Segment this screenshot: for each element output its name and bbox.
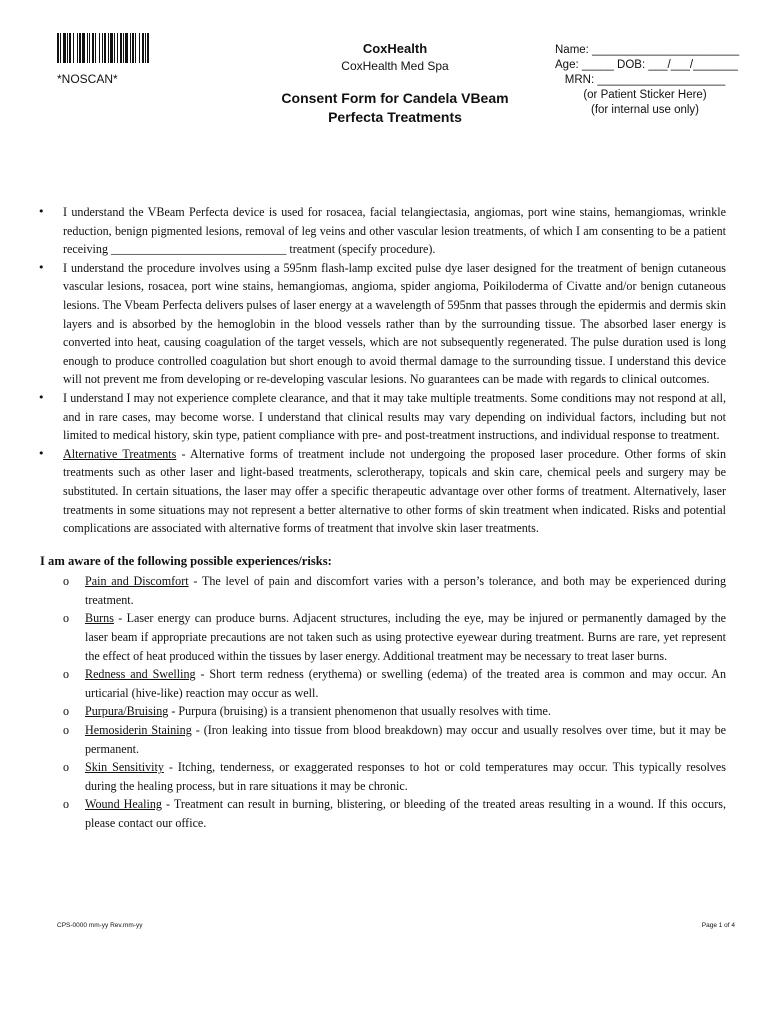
consent-body bbox=[0, 203, 770, 833]
consent-statement bbox=[63, 203, 726, 259]
form-code: CPS-0000 mm-yy Rev.mm-yy bbox=[57, 922, 143, 929]
risk-text: - Purpura (bruising) is a transient phenomenon that usually resolves with time. bbox=[168, 704, 551, 719]
risk-item bbox=[85, 609, 726, 665]
risk-title: Skin Sensitivity bbox=[85, 760, 164, 775]
form-title-line-2: Perfecta Treatments bbox=[328, 109, 462, 125]
consent-statement bbox=[63, 389, 726, 445]
risk-text: - (Iron leaking into tissue from blood breakdown) may occur and usually resolves over time, but it may be permanent. bbox=[85, 723, 726, 756]
consent-statement-text: I understand the VBeam Perfecta device is used for rosacea, facial telangiectasia, angiomas, port wine stains, hemangiomas, wrinkle reduction, benign pigmented lesions, removal of leg veins and other vascular lesion treatments, of which I am consenting to be a patient receiving _____________________________ treatment (specify procedure). bbox=[63, 205, 726, 257]
organization-subtitle: CoxHealth Med Spa bbox=[341, 59, 449, 73]
barcode-image bbox=[57, 33, 239, 63]
risk-text: - Treatment can result in burning, blistering, or bleeding of the treated areas resulting in a wound. If this occurs, please contact our office. bbox=[85, 797, 726, 830]
patient-mrn-field[interactable]: MRN: ____________________ bbox=[564, 74, 726, 86]
risk-title: Purpura/Bruising bbox=[85, 704, 169, 719]
risk-text: - Short term redness (erythema) or swelling (edema) of the treated area is common and may occur. An urticarial (hive-like) reaction may occur as well. bbox=[85, 667, 726, 700]
consent-statement bbox=[63, 259, 726, 389]
patient-sticker-note: (or Patient Sticker Here) bbox=[583, 89, 707, 101]
risk-title: Pain and Discomfort bbox=[85, 574, 189, 589]
patient-info-block bbox=[545, 43, 745, 118]
page-number: Page 1 of 4 bbox=[701, 922, 735, 929]
consent-statement bbox=[63, 445, 726, 538]
form-title-line-1: Consent Form for Candela VBeam bbox=[281, 90, 509, 106]
consent-statements bbox=[0, 203, 770, 538]
risk-title: Hemosiderin Staining bbox=[85, 723, 192, 738]
risk-title: Redness and Swelling bbox=[85, 667, 196, 682]
risk-item bbox=[85, 795, 726, 832]
risk-text: - Laser energy can produce burns. Adjacent structures, including the eye, may be injured or permanently damaged by the laser beam if appropriate precautions are not taken such as using protective eyewear during treatment. Burns are rare, yet represent the effect of heat produced within the tissues by laser energy. Additional treatment may be necessary to treat laser burns. bbox=[85, 611, 726, 663]
patient-name-field[interactable]: Name: _______________________ bbox=[555, 44, 740, 56]
risk-title: Wound Healing bbox=[85, 797, 162, 812]
consent-statement-text: - Alternative forms of treatment include not undergoing the proposed laser procedure. Other forms of skin treatments such as other laser and light-based treatments, sclerotherapy, topicals and skin care, chemical peels and surgery may be substituted. In certain situations, the laser may offer a specific therapeutic advantage over other forms of treatment. Alternatively, laser treatments in some situations may not represent a better alternative to other forms of skin treatment when indicated. Risks and potential complications are associated with alternative forms of treatment that involve skin laser treatments. bbox=[63, 446, 726, 536]
noscan-label: *NOSCAN* bbox=[57, 72, 118, 86]
risk-title: Burns bbox=[85, 611, 114, 626]
risk-item bbox=[85, 702, 726, 721]
risk-item bbox=[85, 758, 726, 795]
alternative-treatments-title: Alternative Treatments bbox=[63, 446, 177, 461]
risks-heading: I am aware of the following possible experiences/risks: bbox=[40, 553, 332, 568]
patient-age-dob-field[interactable]: Age: _____ DOB: ___/___/_______ bbox=[555, 59, 738, 71]
risk-item bbox=[85, 572, 726, 609]
form-title bbox=[250, 89, 540, 127]
risks-list bbox=[0, 572, 770, 832]
consent-statement-text: I understand the procedure involves using a 595nm flash-lamp excited pulse dye laser designed for the treatment of benign cutaneous vascular lesions, rosacea, port wine stains, hemangiomas, angioma, spider angioma, Poikiloderma of Civatte and/or benign cutaneous lesions. The Vbeam Perfecta delivers pulses of laser energy at a wavelength of 595nm that passes through the epidermis and dermis skin layers and is absorbed by the hemoglobin in the blood vessels rather than by the surrounding tissue. The absorbed laser energy is converted into heat, causing coagulation of the target vessels, which are not subsequently regenerated. The pulse duration used is long enough to produce controlled coagulation but short enough to avoid thermal damage to the surrounding tissue. I understand this device will not prevent me from developing or re-developing vascular lesions. No guarantees can be made with regards to clinical outcomes. bbox=[63, 260, 726, 387]
risk-text: - The level of pain and discomfort varies with a person’s tolerance, and both may be experienced during treatment. bbox=[85, 574, 727, 607]
consent-statement-text: I understand I may not experience complete clearance, and that it may take multiple treatments. Some conditions may not respond at all, and in rare cases, may become worse. I understand that clinical results may vary depending on individual factors, including but not limited to medical history, skin type, patient compliance with pre- and post-treatment instructions, and individual response to treatment. bbox=[63, 390, 726, 443]
risk-item bbox=[85, 665, 726, 702]
organization-name: CoxHealth bbox=[362, 41, 428, 56]
risk-text: - Itching, tenderness, or exaggerated responses to hot or cold temperatures may occur. This typically resolves during the healing process, but in rare situations it may be chronic. bbox=[85, 760, 726, 793]
risk-item bbox=[85, 721, 726, 758]
internal-use-note: (for internal use only) bbox=[590, 104, 700, 116]
